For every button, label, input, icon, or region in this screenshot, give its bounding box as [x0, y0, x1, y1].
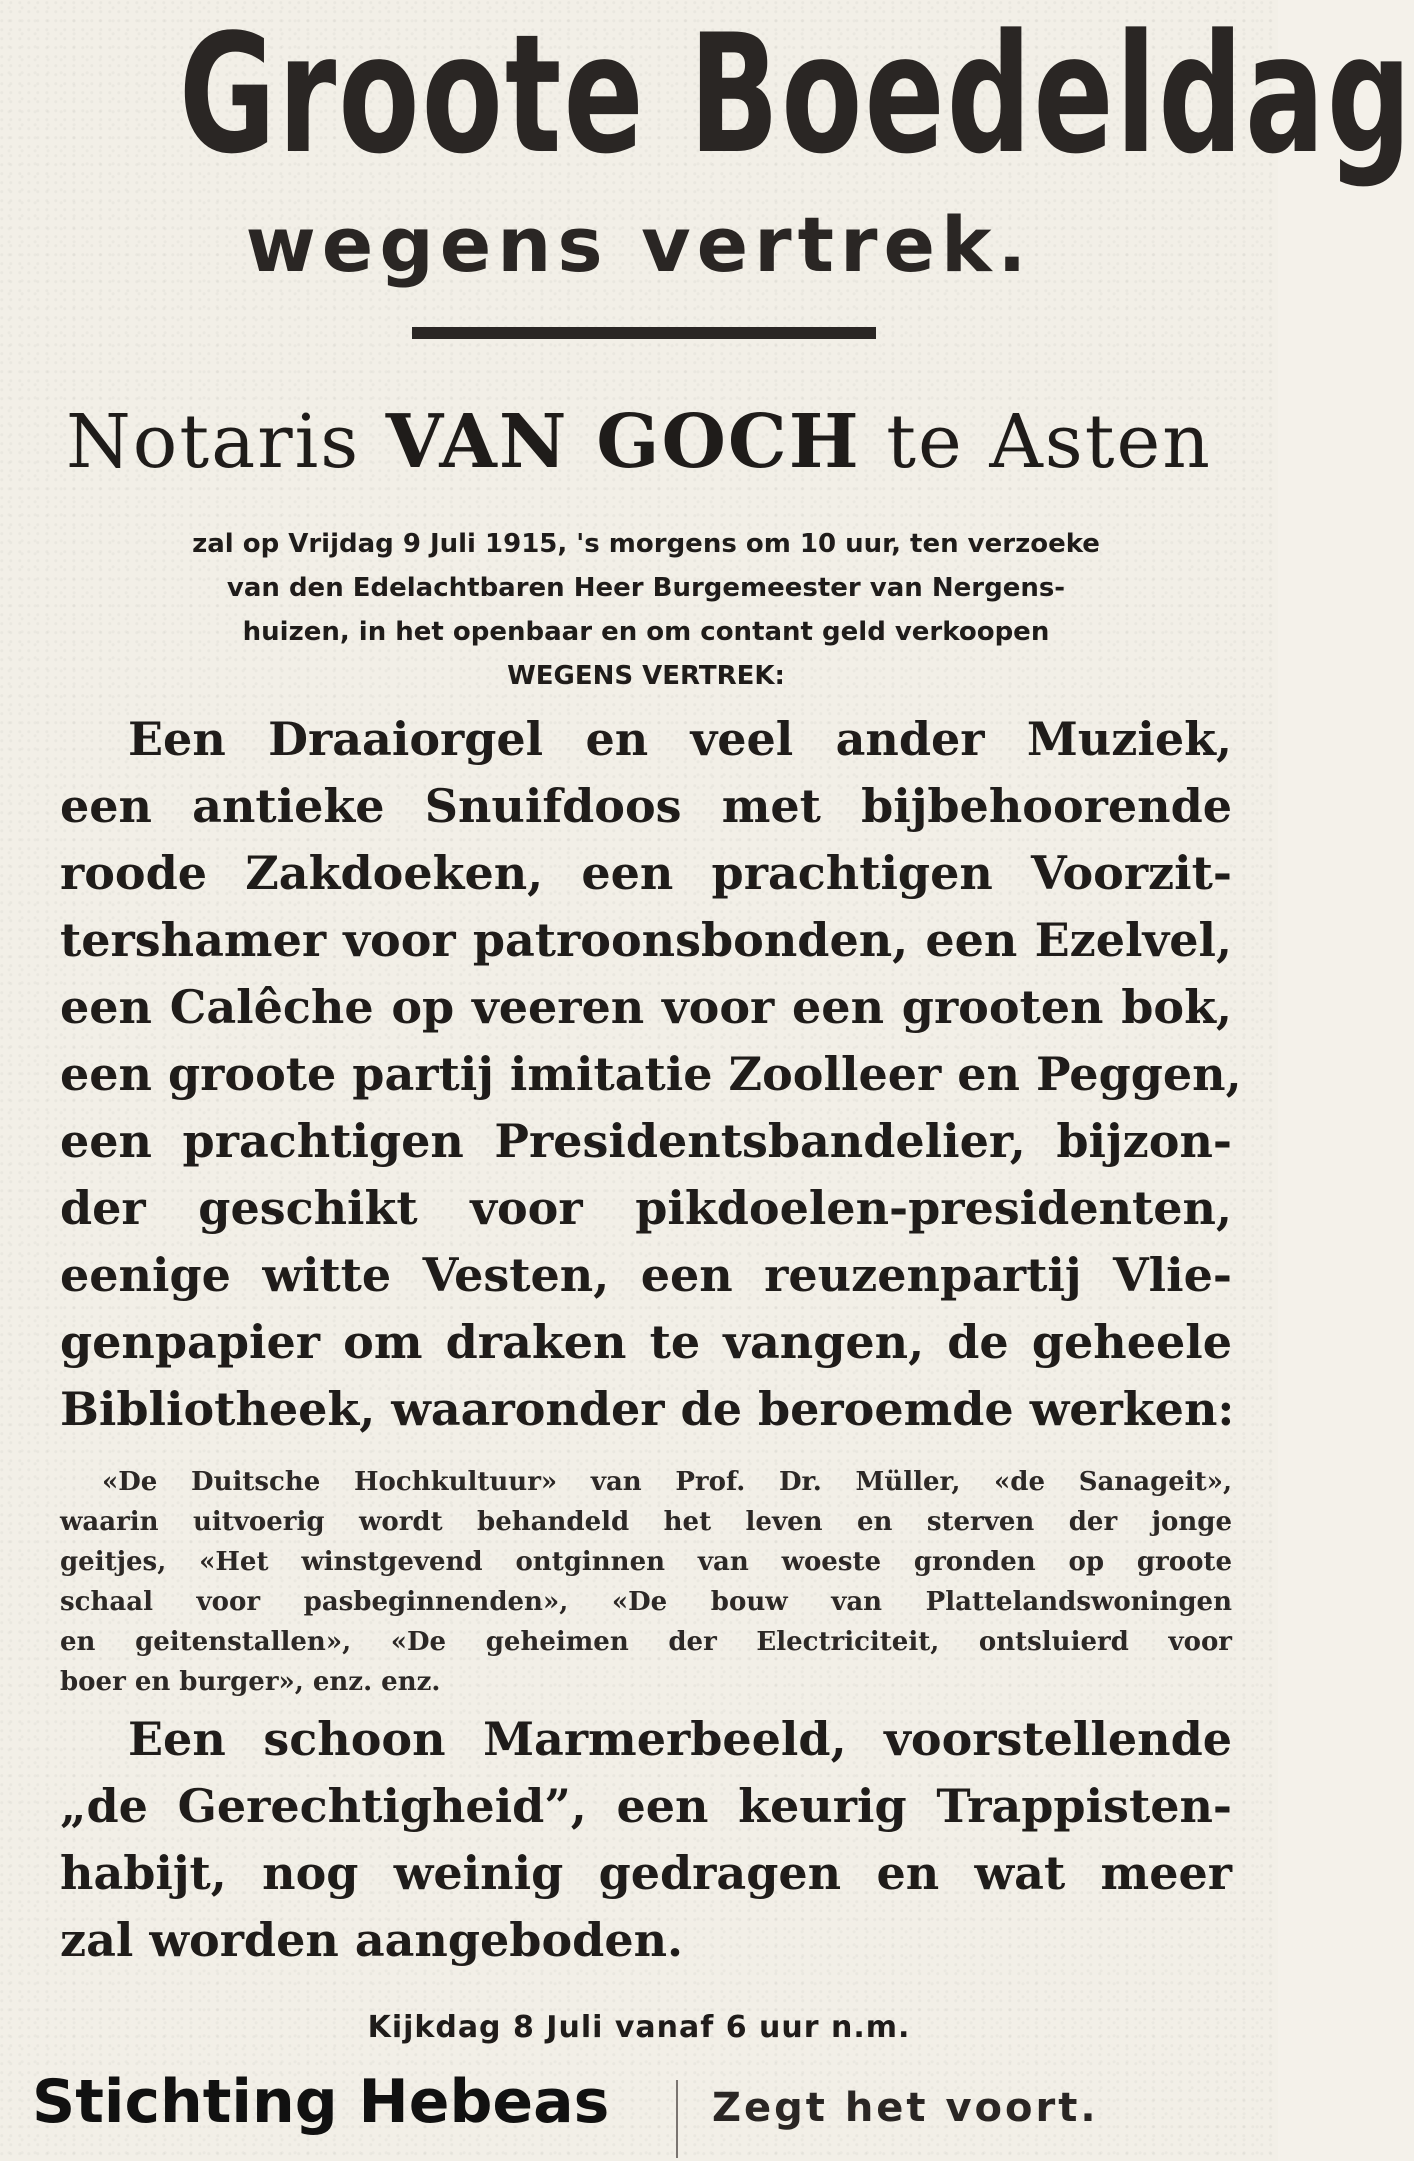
notary-prefix: Notaris [66, 399, 361, 485]
intro-line: van den Edelachtbaren Heer Burgemeester van Nergens- [226, 573, 1066, 603]
divider-rule [412, 327, 876, 339]
items-line: een antieke Snuifdoos met bijbehoorende [60, 779, 1232, 833]
notary-line [0, 392, 1278, 492]
closing-paragraph [60, 1706, 1232, 1974]
items-line: Bibliotheek, waaronder de beroemde werken: [60, 1382, 1235, 1436]
items-line: Een Draaiorgel en veel ander Muziek, [128, 712, 1232, 766]
library-line: boer en burger», enz. enz. [60, 1667, 441, 1697]
closing-line: „de Gerechtigheid”, een keurig Trappisten- [60, 1779, 1232, 1833]
closing-line: habijt, nog weinig gedragen en wat meer [60, 1846, 1232, 1900]
library-line: geitjes, «Het winstgevend ontginnen van woeste gronden op groote [60, 1547, 1232, 1577]
spread-the-word: Zegt het voort. [712, 2085, 1099, 2131]
intro-paragraph [60, 522, 1232, 698]
items-line: een groote partij imitatie Zoolleer en Peggen, [60, 1047, 1242, 1101]
library-line: schaal voor pasbeginnenden», «De bouw van Plattelandswoningen [60, 1587, 1232, 1617]
footer-divider [676, 2080, 678, 2158]
foundation-credit: Stichting Hebeas [32, 2067, 610, 2137]
items-line: tershamer voor patroonsbonden, een Ezelvel, [60, 913, 1232, 967]
library-line: waarin uitvoerig wordt behandeld het leven en sterven der jonge [60, 1507, 1232, 1537]
poster-subtitle: wegens vertrek. [245, 200, 1033, 289]
closing-line: zal worden aangeboden. [60, 1913, 684, 1967]
library-paragraph [60, 1462, 1232, 1702]
items-paragraph [60, 706, 1242, 1443]
items-line: genpapier om draken te vangen, de geheele [60, 1315, 1232, 1369]
items-line: een prachtigen Presidentsbandelier, bijzon- [60, 1114, 1232, 1168]
items-line: der geschikt voor pikdoelen-presidenten, [60, 1181, 1232, 1235]
viewing-day: Kijkdag 8 Juli vanaf 6 uur n.m. [367, 2010, 911, 2045]
notary-name: VAN GOCH [385, 399, 861, 485]
closing-line: Een schoon Marmerbeeld, voorstellende [128, 1712, 1232, 1766]
items-line: eenige witte Vesten, een reuzenpartij Vlie- [60, 1248, 1232, 1302]
poster-title: Groote Boedeldag [178, 0, 1414, 190]
intro-line: zal op Vrijdag 9 Juli 1915, 's morgens om 10 uur, ten verzoeke [192, 529, 1100, 559]
items-line: een Calêche op veeren voor een grooten bok, [60, 980, 1232, 1034]
intro-line: huizen, in het openbaar en om contant geld verkoopen [242, 617, 1050, 647]
notary-suffix: te Asten [886, 399, 1212, 485]
items-line: roode Zakdoeken, een prachtigen Voorzit- [60, 846, 1232, 900]
intro-line: WEGENS VERTREK: [507, 661, 785, 691]
library-line: «De Duitsche Hochkultuur» van Prof. Dr. Müller, «de Sanageit», [102, 1467, 1232, 1497]
library-line: en geitenstallen», «De geheimen der Electriciteit, ontsluierd voor [60, 1627, 1232, 1657]
